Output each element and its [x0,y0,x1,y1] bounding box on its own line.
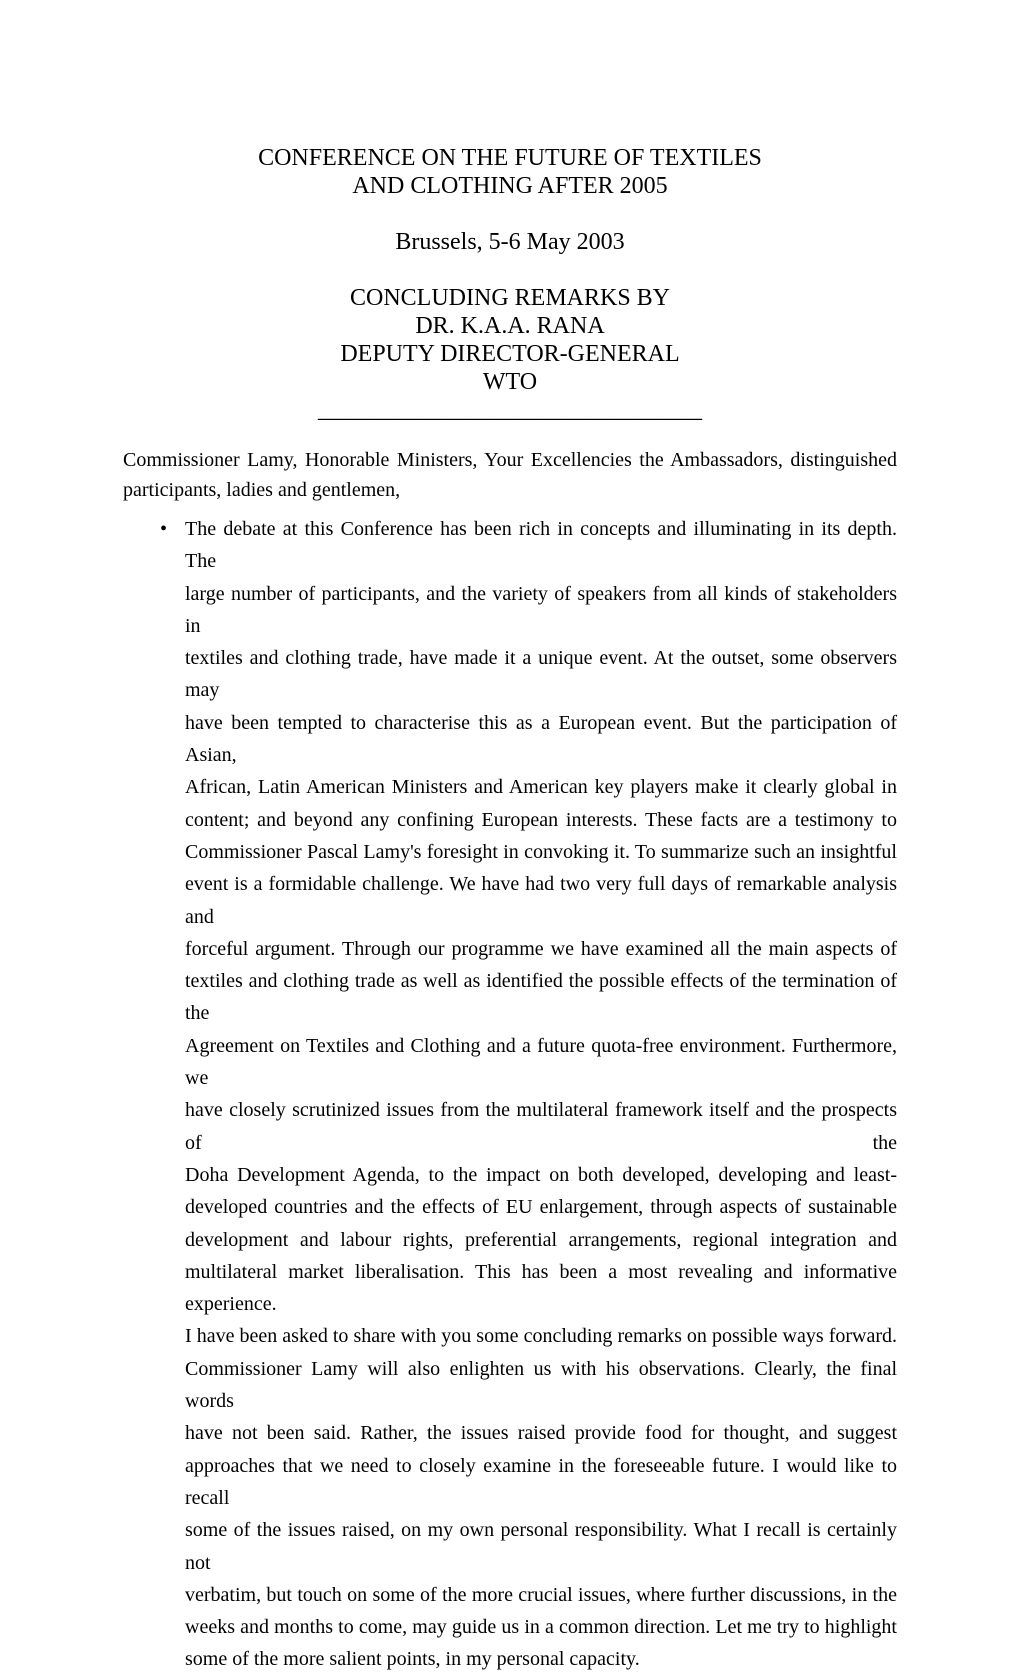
text-line: textiles and clothing trade as well as identified the possible effects of the termination of the [185,970,897,1025]
text-line: Commissioner Lamy will also enlighten us with his observations. Clearly, the final words [185,1357,897,1413]
text-line: content; and beyond any confining European interests. These facts are a testimony to [185,808,897,831]
text-line: weeks and months to come, may guide us in a common direction. Let me try to highlight [185,1616,897,1639]
title-line-2: AND CLOTHING AFTER 2005 [352,173,668,199]
bullet-paragraph-lines [185,513,897,1676]
divider-rule: ________________________________ [318,397,702,423]
salutation-paragraph [123,445,897,505]
document-body [123,445,897,1676]
text-line: multilateral market liberalisation. This has been a most revealing and informative experience. [185,1260,897,1316]
text-line: have not been said. Rather, the issues raised provide food for thought, and suggest [185,1422,897,1445]
text-line: some of the issues raised, on my own personal responsibility. What I recall is certainly not [185,1519,897,1574]
date-line: Brussels, 5-6 May 2003 [395,229,625,255]
text-line: verbatim, but touch on some of the more crucial issues, where further discussions, in the [185,1583,897,1606]
title-line-1: CONFERENCE ON THE FUTURE OF TEXTILES [258,145,762,171]
text-line: event is a formidable challenge. We have had two very full days of remarkable analysis and [185,873,897,928]
text-line: textiles and clothing trade, have made it a unique event. At the outset, some observers may [185,647,897,702]
text-line: have closely scrutinized issues from the multilateral framework itself and the prospects of the [185,1099,897,1154]
text-line: Commissioner Lamy, Honorable Ministers, Your Excellencies the Ambassadors, distinguished [123,449,897,471]
text-line: approaches that we need to closely examine in the foreseeable future. I would like to recall [185,1454,897,1509]
text-line: have been tempted to characterise this as a European event. But the participation of Asian, [185,711,897,767]
text-line: large number of participants, and the variety of speakers from all kinds of stakeholders in [185,582,897,637]
text-line: Commissioner Pascal Lamy's foresight in convoking it. To summarize such an insightful [185,840,897,863]
text-line: I have been asked to share with you some concluding remarks on possible ways forward. [185,1325,897,1348]
text-line: developed countries and the effects of EU enlargement, through aspects of sustainable [185,1196,897,1219]
text-line: some of the more salient points, in my personal capacity. [185,1648,640,1671]
subtitle-line-4: WTO [482,369,538,395]
subtitle-line-3: DEPUTY DIRECTOR-GENERAL [340,341,680,367]
text-line: The debate at this Conference has been rich in concepts and illuminating in its depth. The [185,518,897,573]
text-line: African, Latin American Ministers and American key players make it clearly global in [185,776,897,799]
subtitle-line-1: CONCLUDING REMARKS BY [349,285,671,311]
text-line: forceful argument. Through our programme we have examined all the main aspects of [185,937,897,960]
subtitle-line-2: DR. K.A.A. RANA [415,313,605,339]
text-line: Doha Development Agenda, to the impact on both developed, developing and least- [185,1163,897,1186]
text-line: development and labour rights, preferential arrangements, regional integration and [185,1228,897,1251]
text-line: participants, ladies and gentlemen, [123,479,401,501]
bullet-paragraph [123,513,897,1676]
text-line: Agreement on Textiles and Clothing and a future quota-free environment. Furthermore, we [185,1034,897,1090]
bullet-icon: • [160,518,168,540]
document-header [123,144,897,424]
